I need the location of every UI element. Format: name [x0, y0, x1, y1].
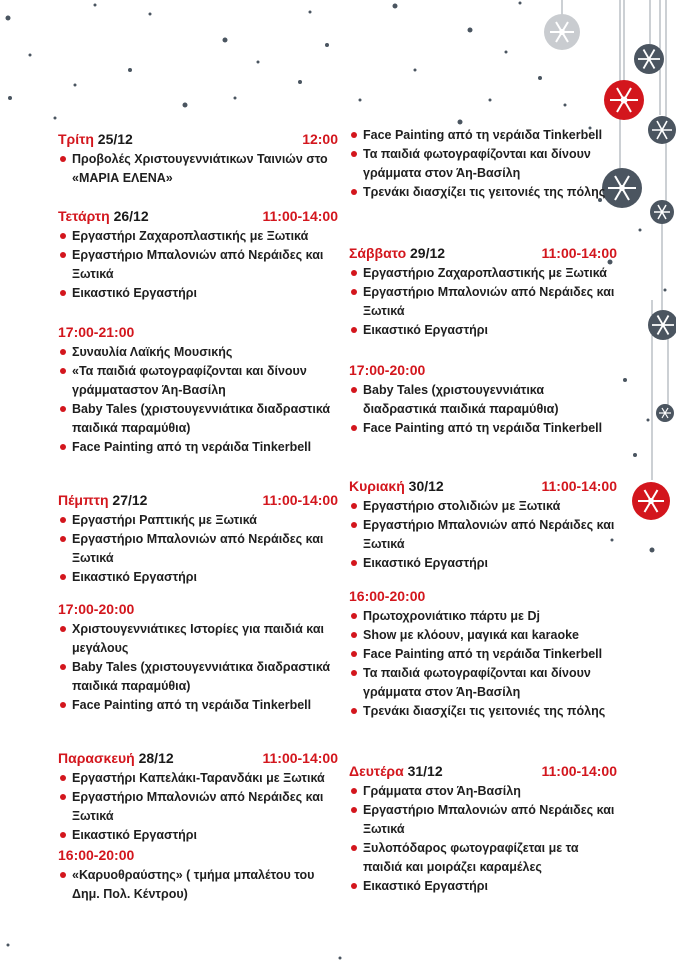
list-item: Συναυλία Λαϊκής Μουσικής [58, 343, 338, 362]
time-range: 17:00-20:00 [349, 362, 426, 378]
event-list [349, 607, 617, 721]
day-date: 31/12 [407, 763, 443, 779]
list-item: Show με κλόουν, μαγικά και karaoke [349, 626, 617, 645]
list-item: Εργαστήριο Μπαλονιών από Νεράιδες και Ξωτικά [349, 516, 617, 554]
list-item: Face Painting από τη νεράιδα Tinkerbell [349, 126, 609, 145]
evening-block-wednesday [58, 323, 338, 457]
list-item: Baby Tales (χριστουγεννιάτικα διαδραστικά παιδικά παραμύθια) [58, 658, 338, 696]
event-list [349, 497, 617, 573]
day-header [349, 762, 617, 780]
list-item: Face Painting από τη νεράιδα Tinkerbell [349, 419, 617, 438]
list-item: Εργαστήρι Καπελάκι-Ταρανδάκι με Ξωτικά [58, 769, 338, 788]
list-item: «Τα παιδιά φωτογραφίζονται και δίνουν γράμματαστον Άη-Βασίλη [58, 362, 338, 400]
list-item: Face Painting από τη νεράιδα Tinkerbell [58, 438, 338, 457]
day-date: 25/12 [97, 131, 133, 147]
day-block-sunday [349, 477, 617, 573]
list-item: Baby Tales (χριστουγεννιάτικα διαδραστικά παιδικά παραμύθια) [349, 381, 617, 419]
day-name: Δευτέρα [349, 763, 404, 779]
time-range: 16:00-20:00 [349, 588, 426, 604]
list-item: Πρωτοχρονιάτικο πάρτυ με Dj [349, 607, 617, 626]
day-header [58, 491, 338, 509]
list-item: Εργαστήριο Μπαλονιών από Νεράιδες και Ξωτικά [58, 788, 338, 826]
event-list [349, 264, 617, 340]
day-block-tuesday [58, 130, 338, 188]
evening-block-friday [58, 846, 338, 904]
list-item: Εργαστήρι Ζαχαροπλαστικής με Ξωτικά [58, 227, 338, 246]
list-item: Εργαστήριο Μπαλονιών από Νεράιδες και Ξωτικά [58, 530, 338, 568]
time-range: 11:00-14:00 [541, 763, 617, 779]
list-item: Τρενάκι διασχίζει τις γειτονιές της πόλης [349, 183, 609, 202]
day-name: Σάββατο [349, 245, 407, 261]
time-range: 17:00-21:00 [58, 324, 135, 340]
day-header [349, 477, 617, 495]
evening-block-saturday [349, 361, 617, 438]
continued-block-wednesday [349, 126, 609, 202]
list-item: «Καρυοθραύστης» ( τμήμα μπαλέτου του Δημ. Πολ. Κέντρου) [58, 866, 338, 904]
event-list [58, 511, 338, 587]
list-item: Ξυλοπόδαρος φωτογραφίζεται με τα παιδιά και μοιράζει καραμέλες [349, 839, 617, 877]
day-date: 27/12 [112, 492, 148, 508]
list-item: Εικαστικό Εργαστήρι [349, 877, 617, 896]
time-range: 16:00-20:00 [58, 847, 135, 863]
day-name: Πέμπτη [58, 492, 109, 508]
time-range: 17:00-20:00 [58, 601, 135, 617]
day-date: 26/12 [113, 208, 149, 224]
list-item: Εργαστήριο Μπαλονιών από Νεράιδες και Ξωτικά [58, 246, 338, 284]
time-range: 12:00 [302, 131, 338, 147]
time-range: 11:00-14:00 [262, 208, 338, 224]
day-block-thursday [58, 491, 338, 587]
day-block-saturday [349, 244, 617, 340]
day-header [58, 130, 338, 148]
day-block-monday [349, 762, 617, 896]
event-list [349, 126, 609, 202]
list-item: Baby Tales (χριστουγεννιάτικα διαδραστικά παιδικά παραμύθια) [58, 400, 338, 438]
day-name: Κυριακή [349, 478, 405, 494]
event-list [58, 769, 338, 845]
list-item: Εικαστικό Εργαστήρι [349, 554, 617, 573]
list-item: Εργαστήριο στολιδιών με Ξωτικά [349, 497, 617, 516]
list-item: Εργαστήριο Μπαλονιών από Νεράιδες και Ξωτικά [349, 283, 617, 321]
day-date: 28/12 [138, 750, 174, 766]
day-header [349, 244, 617, 262]
snowflake-ornament-icon [646, 114, 676, 146]
evening-block-sunday [349, 587, 617, 721]
day-block-wednesday [58, 207, 338, 303]
snowflake-ornament-icon [654, 402, 676, 424]
list-item: Χριστουγεννιάτικες Ιστορίες για παιδιά και μεγάλους [58, 620, 338, 658]
time-range: 11:00-14:00 [541, 245, 617, 261]
snowflake-ornament-icon [648, 198, 676, 226]
list-item: Εικαστικό Εργαστήρι [58, 826, 338, 845]
event-list [58, 343, 338, 457]
day-date: 29/12 [410, 245, 446, 261]
day-name: Παρασκευή [58, 750, 135, 766]
snowflake-ornament-icon [602, 78, 646, 122]
day-block-friday [58, 749, 338, 845]
list-item: Τρενάκι διασχίζει τις γειτονιές της πόλης [349, 702, 617, 721]
event-list [349, 782, 617, 896]
list-item: Τα παιδιά φωτογραφίζονται και δίνουν γράμματα στον Άη-Βασίλη [349, 664, 617, 702]
list-item: Προβολές Χριστουγεννιάτικων Ταινιών στο «ΜΑΡΙΑ ΕΛΕΝΑ» [58, 150, 338, 188]
event-list [58, 150, 338, 188]
time-range: 11:00-14:00 [262, 492, 338, 508]
time-range: 11:00-14:00 [262, 750, 338, 766]
event-list [349, 381, 617, 438]
list-item: Τα παιδιά φωτογραφίζονται και δίνουν γράμματα στον Άη-Βασίλη [349, 145, 609, 183]
snowflake-ornament-icon [630, 480, 672, 522]
list-item: Εικαστικό Εργαστήρι [349, 321, 617, 340]
list-item: Γράμματα στον Άη-Βασίλη [349, 782, 617, 801]
list-item: Εργαστήριο Ζαχαροπλαστικής με Ξωτικά [349, 264, 617, 283]
time-range: 11:00-14:00 [541, 478, 617, 494]
event-list [58, 620, 338, 715]
day-date: 30/12 [408, 478, 444, 494]
list-item: Εργαστήριο Μπαλονιών από Νεράιδες και Ξωτικά [349, 801, 617, 839]
list-item: Εικαστικό Εργαστήρι [58, 284, 338, 303]
day-header [58, 207, 338, 225]
list-item: Εικαστικό Εργαστήρι [58, 568, 338, 587]
event-list [58, 866, 338, 904]
day-name: Τρίτη [58, 131, 94, 147]
snowflake-ornament-icon [632, 42, 666, 76]
event-list [58, 227, 338, 303]
evening-block-thursday [58, 600, 338, 715]
list-item: Face Painting από τη νεράιδα Tinkerbell [58, 696, 338, 715]
list-item: Εργαστήρι Ραπτικής με Ξωτικά [58, 511, 338, 530]
day-header [58, 749, 338, 767]
list-item: Face Painting από τη νεράιδα Tinkerbell [349, 645, 617, 664]
snowflake-ornament-icon [646, 308, 676, 342]
snowflake-ornament-icon [542, 12, 582, 52]
day-name: Τετάρτη [58, 208, 110, 224]
